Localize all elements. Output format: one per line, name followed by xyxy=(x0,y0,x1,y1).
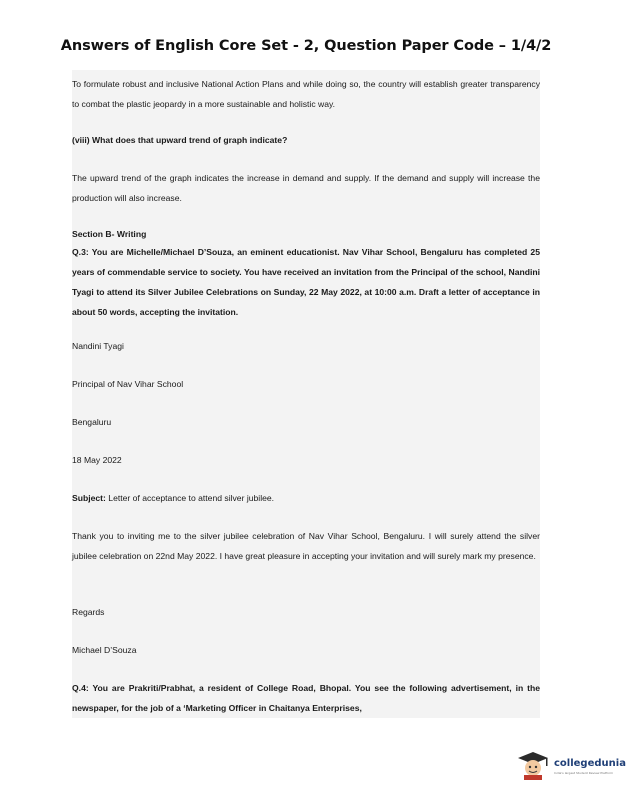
question-viii xyxy=(72,130,540,150)
subject-text: Letter of acceptance to attend silver jubilee. xyxy=(108,493,275,503)
paragraph-text: Thank you to inviting me to the silver jubilee celebration of Nav Vihar School, Bengaluru. I will surely attend the silver jubilee celebration on 22nd May 2022. I have great pleasure in accepting your invitation and will surely mark my presence. xyxy=(72,531,540,561)
subject-line xyxy=(72,488,540,508)
question-text: Q.3: You are Michelle/Michael D’Souza, an eminent educationist. Nav Vihar School, Bengaluru has completed 25 years of commendable service to society. You have received an invitation from the Principal of the school, Nandini Tyagi to attend its Silver Jubilee Celebrations on Sunday, 22 May 2022, at 10:00 a.m. Draft a letter of acceptance in about 50 words, accepting the invitation. xyxy=(72,247,540,317)
letter-recipient-city xyxy=(72,412,540,432)
letter-recipient-name xyxy=(72,336,540,356)
letter-signature xyxy=(72,640,540,660)
graduate-mascot-icon xyxy=(514,750,552,780)
letter-subject xyxy=(72,488,540,508)
letter-closing xyxy=(72,602,540,622)
letter-body xyxy=(72,526,540,566)
question-text: (viii) What does that upward trend of graph indicate? xyxy=(72,135,288,145)
paragraph-plastic-action xyxy=(72,74,540,114)
letter-recipient-title xyxy=(72,374,540,394)
question-4 xyxy=(72,678,540,718)
question-3 xyxy=(72,242,540,322)
letter-line: 18 May 2022 xyxy=(72,455,122,465)
letter-date xyxy=(72,450,540,470)
letter-line: Principal of Nav Vihar School xyxy=(72,379,184,389)
letter-line: Regards xyxy=(72,607,105,617)
logo-wordmark: collegedunia xyxy=(554,758,626,769)
page-title: Answers of English Core Set - 2, Question Paper Code – 1/4/2 xyxy=(60,38,552,54)
paragraph-text: The upward trend of the graph indicates the increase in demand and supply. If the demand and supply will increase the production will also increase. xyxy=(72,173,540,203)
subject-label: Subject: xyxy=(72,493,106,503)
section-heading: Section B- Writing xyxy=(72,229,147,239)
answer-viii xyxy=(72,168,540,208)
letter-line: Michael D’Souza xyxy=(72,645,137,655)
section-b-heading xyxy=(72,224,540,244)
letter-line: Bengaluru xyxy=(72,417,112,427)
question-text: Q.4: You are Prakriti/Prabhat, a resident of College Road, Bhopal. You see the following advertisement, in the newspaper, for the job of a ‘Marketing Officer in Chaitanya Enterprises, xyxy=(72,683,540,713)
collegedunia-logo xyxy=(512,748,626,778)
paragraph-text: To formulate robust and inclusive National Action Plans and while doing so, the country will establish greater transparency to combat the plastic jeopardy in a more sustainable and holistic way. xyxy=(72,79,540,109)
answer-content xyxy=(72,70,540,718)
letter-line: Nandini Tyagi xyxy=(72,341,124,351)
logo-tagline: India's largest Student Review Platform xyxy=(554,771,614,775)
